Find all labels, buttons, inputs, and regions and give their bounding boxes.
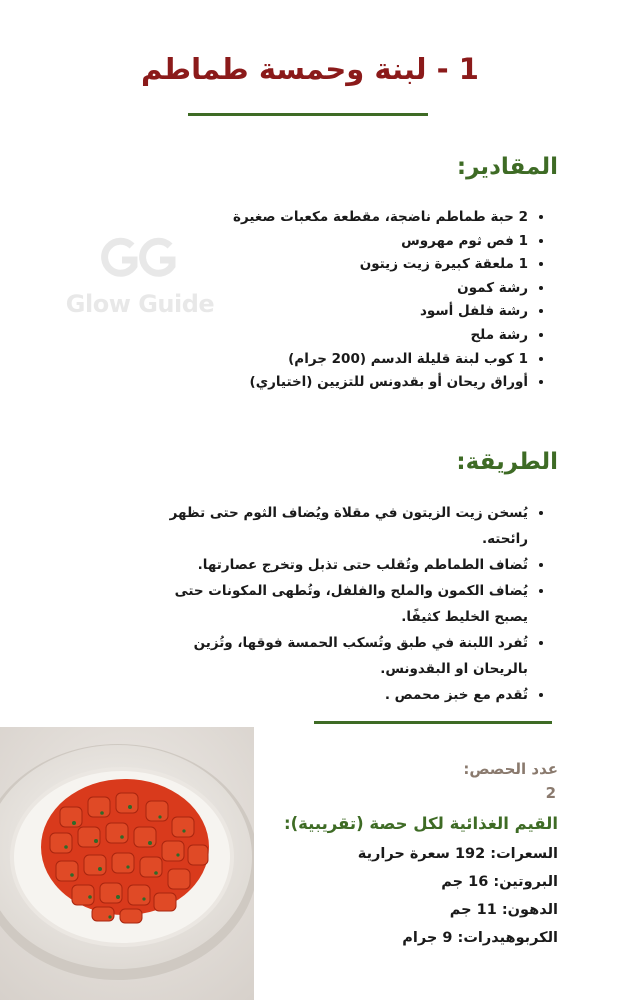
nutrition-heading: القيم الغذائية لكل حصة (تقريبية):: [283, 814, 558, 833]
title-divider: [188, 113, 428, 116]
method-step: • تُفرد اللبنة في طبق وتُسكب الحمسة فوقها، وتُزين بالريحان او البقدونس.: [156, 630, 528, 682]
servings-label: عدد الحصص:: [463, 760, 558, 778]
dish-photo: [0, 727, 254, 1000]
ingredient-item: • أوراق ريحان أو بقدونس للتزيين (اختياري): [233, 371, 528, 395]
method-step: • تُضاف الطماطم وتُقلب حتى تذبل وتخرج عصارتها.: [156, 552, 528, 578]
recipe-title: 1 - لبنة وحمسة طماطم: [141, 52, 479, 86]
ingredients-list: [233, 206, 544, 395]
ingredient-item: • 1 كوب لبنة قليلة الدسم (200 جرام): [233, 348, 528, 372]
method-list: [156, 500, 544, 708]
nutrition-fat: الدهون: 11 جم: [449, 902, 558, 918]
ingredient-item: • 1 فص ثوم مهروس: [233, 230, 528, 254]
ingredient-item: • 1 ملعقة كبيرة زيت زيتون: [233, 253, 528, 277]
ingredients-heading: المقادير:: [456, 154, 558, 180]
method-heading: الطريقة:: [456, 449, 558, 475]
ingredient-item: • رشة كمون: [233, 277, 528, 301]
servings-value: 2: [545, 784, 556, 802]
glow-guide-watermark: [60, 236, 220, 326]
ingredient-item: • رشة فلفل أسود: [233, 300, 528, 324]
method-step: • يُسخن زيت الزيتون في مقلاة ويُضاف الثوم حتى تظهر رائحته.: [156, 500, 528, 552]
nutrition-calories: السعرات: 192 سعرة حرارية: [357, 846, 558, 862]
method-step: • تُقدم مع خبز محمص .: [156, 682, 528, 708]
nutrition-protein: البروتين: 16 جم: [441, 874, 558, 890]
gg-logo-icon: [98, 236, 178, 282]
method-step: • يُضاف الكمون والملح والفلفل، وتُطهى المكونات حتى يصبح الخليط كثيفًا.: [156, 578, 528, 630]
ingredient-item: • 2 حبة طماطم ناضجة، مقطعة مكعبات صغيرة: [233, 206, 528, 230]
nutrition-carbs: الكربوهيدرات: 9 جرام: [402, 930, 558, 946]
nutrition-divider: [314, 721, 552, 724]
watermark-text: Glow Guide: [65, 290, 215, 318]
ingredient-item: • رشة ملح: [233, 324, 528, 348]
